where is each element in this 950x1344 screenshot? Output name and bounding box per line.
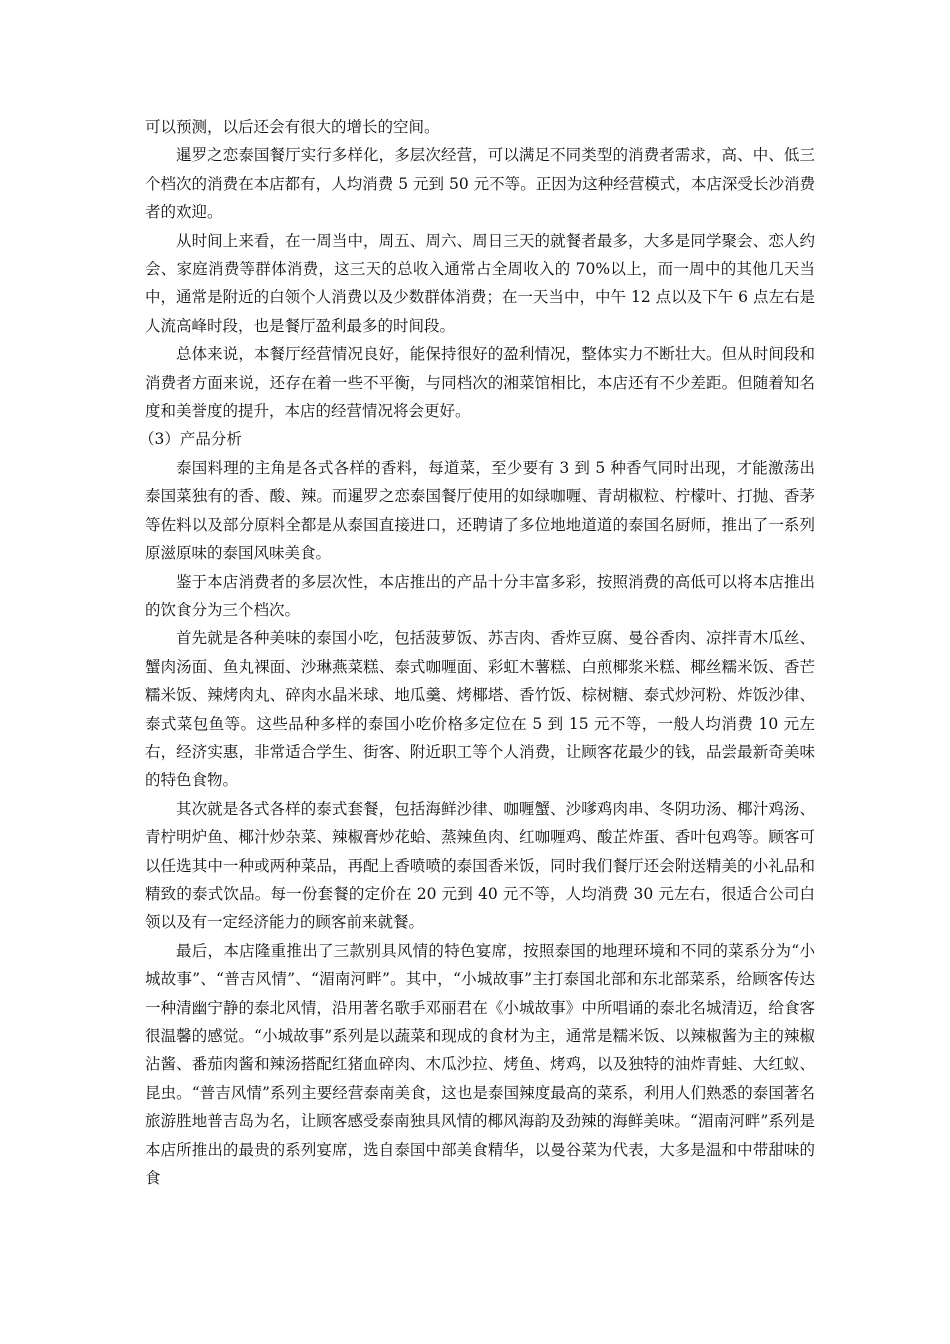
paragraph-thai-spices: 泰国料理的主角是各式各样的香料，每道菜，至少要有 3 到 5 种香气同时出现，才能激荡出泰国菜独有的香、酸、辣。而暹罗之恋泰国餐厅使用的如绿咖喱、青胡椒粒、柠檬叶、打抛、香茅等佐料以及部分原料全都是从泰国直接进口，还聘请了多位地地道道的泰国名厨师，推出了一系列原滋原味的泰国风味美食。 — [145, 458, 815, 563]
paragraph-growth-forecast: 可以预测，以后还会有很大的增长的空间。 — [145, 118, 440, 136]
section-heading-product-analysis: （3）产品分析 — [139, 430, 242, 449]
paragraph-time-analysis: 从时间上来看，在一周当中，周五、周六、周日三天的就餐者最多，大多是同学聚会、恋人约会、家庭消费等群体消费，这三天的总收入通常占全周收入的 70%以上，而一周中的其他几天当中，通常是附近的白领个人消费以及少数群体消费；在一天当中，中午 12 点以及下午 6 点左右是人流高峰时段，也是餐厅盈利最多的时间段。 — [145, 231, 815, 335]
paragraph-business-model: 暹罗之恋泰国餐厅实行多样化，多层次经营，可以满足不同类型的消费者需求，高、中、低三个档次的消费在本店都有，人均消费 5 元到 50 元不等。正因为这种经营模式，本店深受长沙消费者的欢迎。 — [145, 146, 815, 222]
paragraph-set-meals: 其次就是各式各样的泰式套餐，包括海鲜沙律、咖喱蟹、沙嗲鸡肉串、冬阴功汤、椰汁鸡汤、青柠明炉鱼、椰汁炒杂菜、辣椒膏炒花蛤、蒸辣鱼肉、红咖喱鸡、酸芷炸蛋、香叶包鸡等。顾客可以任选其中一种或两种菜品，再配上香喷喷的泰国香米饭，同时我们餐厅还会附送精美的小礼品和精致的泰式饮品。每一份套餐的定价在 20 元到 40 元不等，人均消费 30 元左右，很适合公司白领以及有一定经济能力的顾客前来就餐。 — [145, 799, 815, 932]
paragraph-banquets: 最后，本店隆重推出了三款别具风情的特色宴席，按照泰国的地理环境和不同的菜系分为“小城故事”、“普吉风情”、“湄南河畔”。其中，“小城故事”主打泰国北部和东北部菜系，给顾客传达一种清幽宁静的泰北风情，沿用著名歌手邓丽君在《小城故事》中所唱诵的泰北名城清迈，给食客很温馨的感觉。“小城故事”系列是以蔬菜和现成的食材为主，通常是糯米饭、以辣椒酱为主的辣椒沾酱、番茄肉酱和辣汤搭配红猪血碎肉、木瓜沙拉、烤鱼、烤鸡，以及独特的油炸青蛙、大红蚁、昆虫。“普吉风情”系列主要经营泰南美食，这也是泰国辣度最高的菜系，利用人们熟悉的泰国著名旅游胜地普吉岛为名，让顾客感受泰南独具风情的椰风海韵及劲辣的海鲜美味。“湄南河畔”系列是本店所推出的最贵的系列宴席，选自泰国中部美食精华，以曼谷菜为代表，大多是温和中带甜味的食 — [145, 941, 815, 1188]
document-page — [139, 113, 815, 1192]
paragraph-snacks: 首先就是各种美味的泰国小吃，包括菠萝饭、苏吉肉、香炸豆腐、曼谷香肉、凉拌青木瓜丝、蟹肉汤面、鱼丸裸面、沙琳燕菜糕、泰式咖喱面、彩虹木薯糕、白煎椰浆米糕、椰丝糯米饭、香芒糯米饭、辣烤肉丸、碎肉水晶米球、地瓜羹、烤椰塔、香竹饭、棕树糖、泰式炒河粉、炸饭沙律、泰式菜包鱼等。这些品种多样的泰国小吃价格多定位在 5 到 15 元不等，一般人均消费 10 元左右，经济实惠，非常适合学生、街客、附近职工等个人消费，让顾客花最少的钱，品尝最新奇美味的特色食物。 — [145, 629, 815, 790]
paragraph-overall-summary: 总体来说，本餐厅经营情况良好，能保持很好的盈利情况，整体实力不断壮大。但从时间段和消费者方面来说，还存在着一些不平衡，与同档次的湘菜馆相比，本店还有不少差距。但随着知名度和美誉度的提升，本店的经营情况将会更好。 — [145, 345, 815, 421]
paragraph-three-tiers: 鉴于本店消费者的多层次性，本店推出的产品十分丰富多彩，按照消费的高低可以将本店推出的饮食分为三个档次。 — [145, 572, 815, 619]
